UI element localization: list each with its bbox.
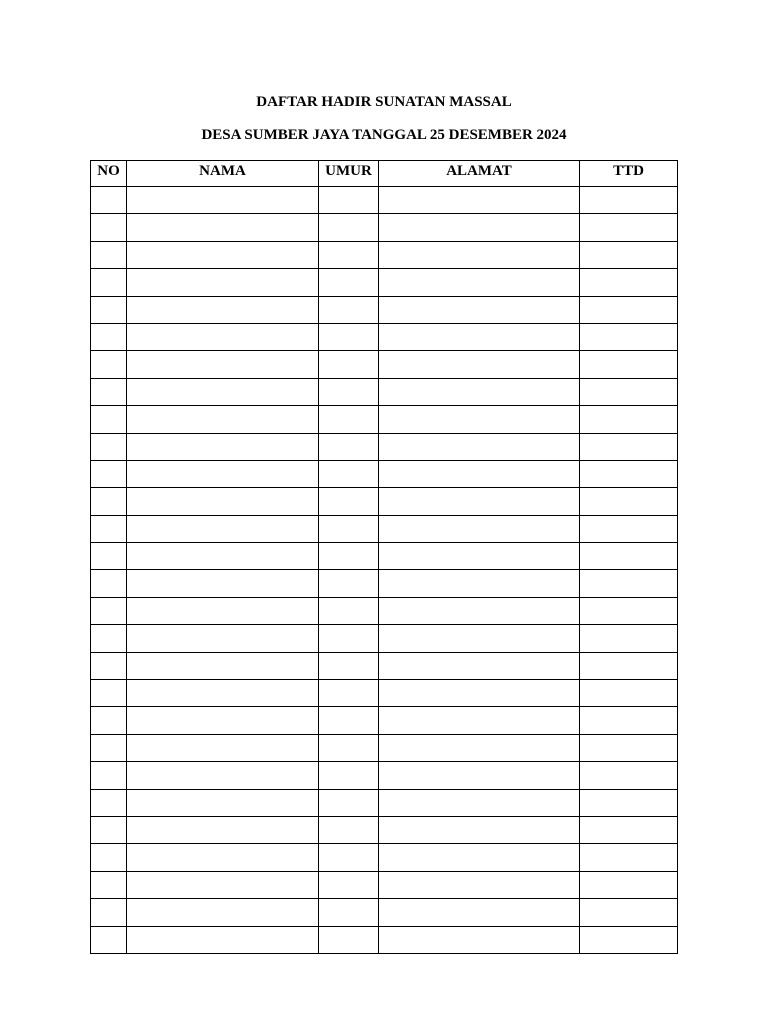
cell-ttd[interactable] bbox=[580, 570, 678, 597]
cell-umur[interactable] bbox=[319, 406, 379, 433]
table-row bbox=[91, 652, 678, 679]
cell-umur[interactable] bbox=[319, 844, 379, 871]
cell-alamat[interactable] bbox=[379, 816, 580, 843]
cell-no[interactable] bbox=[91, 406, 127, 433]
cell-no[interactable] bbox=[91, 762, 127, 789]
table-row bbox=[91, 351, 678, 378]
cell-no[interactable] bbox=[91, 241, 127, 268]
cell-nama[interactable] bbox=[127, 406, 319, 433]
cell-alamat[interactable] bbox=[379, 707, 580, 734]
table-row bbox=[91, 680, 678, 707]
cell-ttd[interactable] bbox=[580, 187, 678, 214]
cell-nama[interactable] bbox=[127, 625, 319, 652]
table-row bbox=[91, 816, 678, 843]
cell-alamat[interactable] bbox=[379, 597, 580, 624]
cell-alamat[interactable] bbox=[379, 296, 580, 323]
cell-no[interactable] bbox=[91, 460, 127, 487]
cell-umur[interactable] bbox=[319, 762, 379, 789]
cell-umur[interactable] bbox=[319, 187, 379, 214]
cell-nama[interactable] bbox=[127, 296, 319, 323]
cell-nama[interactable] bbox=[127, 734, 319, 761]
cell-ttd[interactable] bbox=[580, 378, 678, 405]
cell-alamat[interactable] bbox=[379, 488, 580, 515]
cell-ttd[interactable] bbox=[580, 926, 678, 953]
table-row bbox=[91, 241, 678, 268]
column-header-ttd: TTD bbox=[580, 161, 678, 187]
cell-no[interactable] bbox=[91, 844, 127, 871]
cell-nama[interactable] bbox=[127, 378, 319, 405]
cell-ttd[interactable] bbox=[580, 488, 678, 515]
attendance-table bbox=[90, 160, 678, 954]
cell-umur[interactable] bbox=[319, 652, 379, 679]
cell-no[interactable] bbox=[91, 187, 127, 214]
cell-no[interactable] bbox=[91, 488, 127, 515]
cell-ttd[interactable] bbox=[580, 323, 678, 350]
table-row bbox=[91, 625, 678, 652]
table-row bbox=[91, 488, 678, 515]
cell-umur[interactable] bbox=[319, 543, 379, 570]
cell-umur[interactable] bbox=[319, 570, 379, 597]
cell-umur[interactable] bbox=[319, 515, 379, 542]
cell-umur[interactable] bbox=[319, 926, 379, 953]
cell-no[interactable] bbox=[91, 926, 127, 953]
table-row bbox=[91, 515, 678, 542]
cell-nama[interactable] bbox=[127, 187, 319, 214]
table-row bbox=[91, 926, 678, 953]
cell-no[interactable] bbox=[91, 378, 127, 405]
table-header-row bbox=[91, 161, 678, 187]
cell-nama[interactable] bbox=[127, 926, 319, 953]
cell-no[interactable] bbox=[91, 625, 127, 652]
cell-no[interactable] bbox=[91, 597, 127, 624]
cell-ttd[interactable] bbox=[580, 871, 678, 898]
cell-ttd[interactable] bbox=[580, 707, 678, 734]
cell-no[interactable] bbox=[91, 707, 127, 734]
cell-no[interactable] bbox=[91, 269, 127, 296]
cell-ttd[interactable] bbox=[580, 460, 678, 487]
cell-umur[interactable] bbox=[319, 707, 379, 734]
table-row bbox=[91, 296, 678, 323]
cell-nama[interactable] bbox=[127, 899, 319, 926]
cell-ttd[interactable] bbox=[580, 762, 678, 789]
cell-ttd[interactable] bbox=[580, 680, 678, 707]
cell-no[interactable] bbox=[91, 816, 127, 843]
table-row bbox=[91, 789, 678, 816]
cell-nama[interactable] bbox=[127, 597, 319, 624]
cell-alamat[interactable] bbox=[379, 187, 580, 214]
cell-umur[interactable] bbox=[319, 816, 379, 843]
cell-nama[interactable] bbox=[127, 844, 319, 871]
cell-umur[interactable] bbox=[319, 378, 379, 405]
cell-nama[interactable] bbox=[127, 652, 319, 679]
cell-umur[interactable] bbox=[319, 899, 379, 926]
table-row bbox=[91, 460, 678, 487]
table-row bbox=[91, 543, 678, 570]
page-subtitle: DESA SUMBER JAYA TANGGAL 25 DESEMBER 2024 bbox=[201, 127, 567, 143]
cell-nama[interactable] bbox=[127, 680, 319, 707]
cell-alamat[interactable] bbox=[379, 762, 580, 789]
cell-alamat[interactable] bbox=[379, 433, 580, 460]
cell-alamat[interactable] bbox=[379, 543, 580, 570]
cell-no[interactable] bbox=[91, 570, 127, 597]
cell-no[interactable] bbox=[91, 296, 127, 323]
cell-nama[interactable] bbox=[127, 241, 319, 268]
cell-ttd[interactable] bbox=[580, 296, 678, 323]
cell-alamat[interactable] bbox=[379, 269, 580, 296]
cell-alamat[interactable] bbox=[379, 406, 580, 433]
cell-alamat[interactable] bbox=[379, 789, 580, 816]
cell-alamat[interactable] bbox=[379, 241, 580, 268]
cell-nama[interactable] bbox=[127, 351, 319, 378]
cell-no[interactable] bbox=[91, 515, 127, 542]
table-body bbox=[91, 187, 678, 954]
cell-no[interactable] bbox=[91, 734, 127, 761]
cell-nama[interactable] bbox=[127, 460, 319, 487]
cell-nama[interactable] bbox=[127, 214, 319, 241]
cell-umur[interactable] bbox=[319, 460, 379, 487]
table-row bbox=[91, 187, 678, 214]
column-header-umur: UMUR bbox=[319, 161, 379, 187]
cell-umur[interactable] bbox=[319, 269, 379, 296]
cell-alamat[interactable] bbox=[379, 680, 580, 707]
cell-alamat[interactable] bbox=[379, 734, 580, 761]
cell-no[interactable] bbox=[91, 652, 127, 679]
table-row bbox=[91, 570, 678, 597]
cell-umur[interactable] bbox=[319, 351, 379, 378]
cell-no[interactable] bbox=[91, 680, 127, 707]
table-row bbox=[91, 433, 678, 460]
cell-no[interactable] bbox=[91, 543, 127, 570]
cell-ttd[interactable] bbox=[580, 543, 678, 570]
cell-no[interactable] bbox=[91, 433, 127, 460]
cell-umur[interactable] bbox=[319, 488, 379, 515]
cell-nama[interactable] bbox=[127, 707, 319, 734]
cell-ttd[interactable] bbox=[580, 597, 678, 624]
cell-alamat[interactable] bbox=[379, 926, 580, 953]
cell-nama[interactable] bbox=[127, 269, 319, 296]
cell-alamat[interactable] bbox=[379, 652, 580, 679]
cell-alamat[interactable] bbox=[379, 460, 580, 487]
table-row bbox=[91, 406, 678, 433]
cell-ttd[interactable] bbox=[580, 816, 678, 843]
cell-umur[interactable] bbox=[319, 241, 379, 268]
cell-nama[interactable] bbox=[127, 543, 319, 570]
cell-umur[interactable] bbox=[319, 789, 379, 816]
table-row bbox=[91, 734, 678, 761]
table-row bbox=[91, 844, 678, 871]
table-row bbox=[91, 899, 678, 926]
cell-alamat[interactable] bbox=[379, 378, 580, 405]
column-header-no: NO bbox=[91, 161, 127, 187]
cell-ttd[interactable] bbox=[580, 433, 678, 460]
cell-nama[interactable] bbox=[127, 762, 319, 789]
table-row bbox=[91, 323, 678, 350]
table-row bbox=[91, 597, 678, 624]
cell-no[interactable] bbox=[91, 323, 127, 350]
cell-ttd[interactable] bbox=[580, 269, 678, 296]
cell-umur[interactable] bbox=[319, 734, 379, 761]
cell-nama[interactable] bbox=[127, 323, 319, 350]
cell-ttd[interactable] bbox=[580, 351, 678, 378]
cell-umur[interactable] bbox=[319, 214, 379, 241]
cell-ttd[interactable] bbox=[580, 844, 678, 871]
cell-nama[interactable] bbox=[127, 570, 319, 597]
cell-nama[interactable] bbox=[127, 816, 319, 843]
cell-alamat[interactable] bbox=[379, 570, 580, 597]
cell-ttd[interactable] bbox=[580, 515, 678, 542]
table-row bbox=[91, 871, 678, 898]
cell-no[interactable] bbox=[91, 899, 127, 926]
cell-alamat[interactable] bbox=[379, 323, 580, 350]
table-row bbox=[91, 214, 678, 241]
cell-no[interactable] bbox=[91, 871, 127, 898]
cell-ttd[interactable] bbox=[580, 899, 678, 926]
table-row bbox=[91, 269, 678, 296]
table-row bbox=[91, 762, 678, 789]
cell-ttd[interactable] bbox=[580, 734, 678, 761]
table-row bbox=[91, 378, 678, 405]
cell-ttd[interactable] bbox=[580, 241, 678, 268]
cell-alamat[interactable] bbox=[379, 351, 580, 378]
cell-ttd[interactable] bbox=[580, 214, 678, 241]
cell-nama[interactable] bbox=[127, 433, 319, 460]
cell-ttd[interactable] bbox=[580, 652, 678, 679]
cell-ttd[interactable] bbox=[580, 406, 678, 433]
cell-nama[interactable] bbox=[127, 871, 319, 898]
cell-nama[interactable] bbox=[127, 789, 319, 816]
cell-no[interactable] bbox=[91, 789, 127, 816]
cell-no[interactable] bbox=[91, 214, 127, 241]
cell-umur[interactable] bbox=[319, 680, 379, 707]
cell-ttd[interactable] bbox=[580, 789, 678, 816]
cell-umur[interactable] bbox=[319, 871, 379, 898]
cell-alamat[interactable] bbox=[379, 515, 580, 542]
cell-no[interactable] bbox=[91, 351, 127, 378]
cell-umur[interactable] bbox=[319, 597, 379, 624]
cell-alamat[interactable] bbox=[379, 899, 580, 926]
column-header-alamat: ALAMAT bbox=[379, 161, 580, 187]
cell-ttd[interactable] bbox=[580, 625, 678, 652]
cell-alamat[interactable] bbox=[379, 625, 580, 652]
cell-alamat[interactable] bbox=[379, 871, 580, 898]
cell-umur[interactable] bbox=[319, 296, 379, 323]
cell-nama[interactable] bbox=[127, 488, 319, 515]
page-title: DAFTAR HADIR SUNATAN MASSAL bbox=[256, 94, 512, 110]
table-row bbox=[91, 707, 678, 734]
cell-nama[interactable] bbox=[127, 515, 319, 542]
column-header-nama: NAMA bbox=[127, 161, 319, 187]
cell-umur[interactable] bbox=[319, 625, 379, 652]
cell-umur[interactable] bbox=[319, 433, 379, 460]
cell-alamat[interactable] bbox=[379, 214, 580, 241]
cell-alamat[interactable] bbox=[379, 844, 580, 871]
cell-umur[interactable] bbox=[319, 323, 379, 350]
